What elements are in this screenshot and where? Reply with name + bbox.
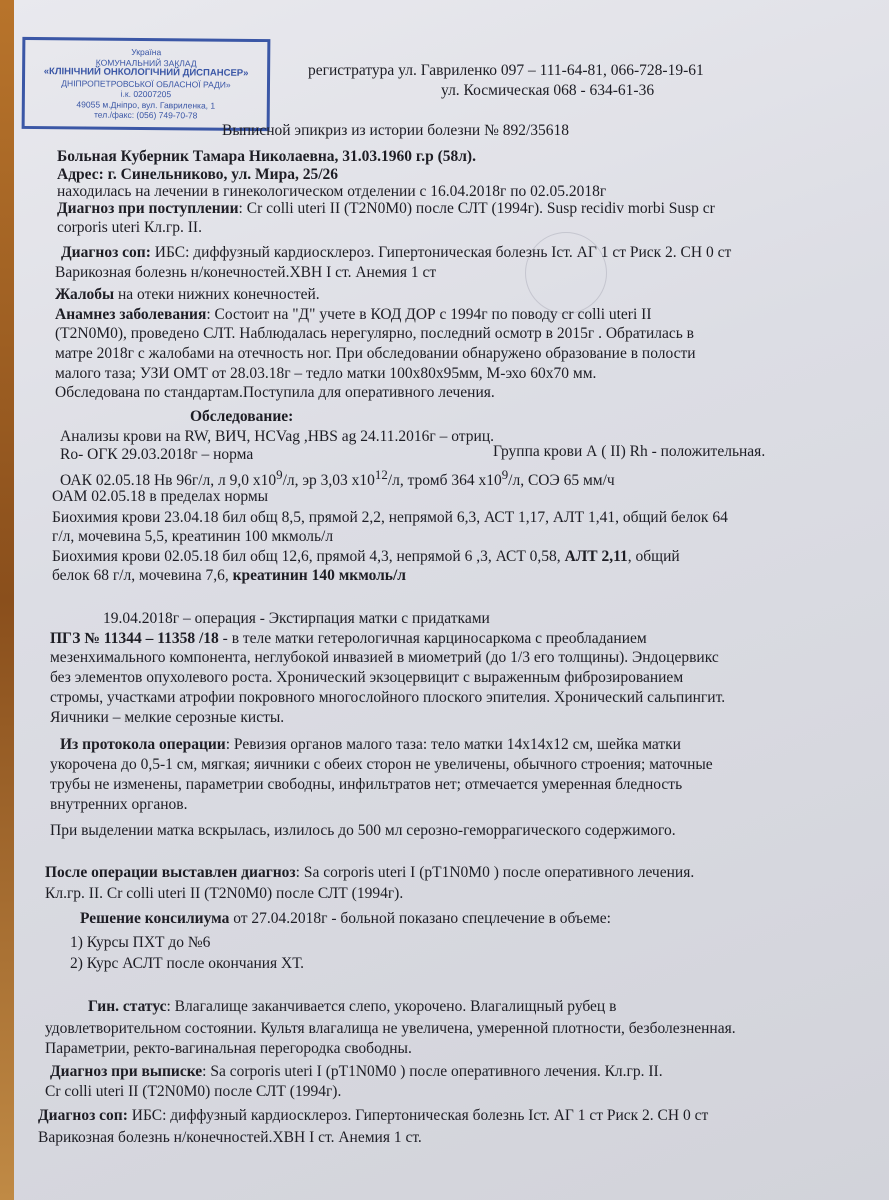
address-value: г. Синельниково, ул. Мира, 25/26 bbox=[103, 166, 339, 183]
postop-label: После операции выставлен диагноз bbox=[45, 864, 296, 881]
concomitant-text-2: ИБС: диффузный кардиосклероз. Гипертоническая болезнь Iст. АГ 1 ст Риск 2. СН 0 ст bbox=[127, 1107, 709, 1124]
admission-diagnosis-label: Диагноз при поступлении bbox=[57, 200, 239, 217]
histology-line: стромы, участками атрофии покровного многослойного плоского эпителия. Хронический сальпингит. bbox=[50, 689, 726, 706]
page-edge-background bbox=[0, 0, 14, 1200]
gyn-label: Гин. статус bbox=[88, 998, 167, 1015]
blood-group: Группа крови А ( II) Rh - положительная. bbox=[493, 443, 766, 460]
oak-line bbox=[60, 466, 615, 490]
oak-text: /л, тромб 364 х10 bbox=[387, 472, 502, 490]
concomitant-text: ИБС: диффузный кардиосклероз. Гипертоническая болезнь Iст. АГ 1 ст Риск 2. СН 0 ст bbox=[150, 244, 732, 261]
protocol-line bbox=[60, 736, 681, 754]
anamnesis-text: : Состоит на "Д" учете в КОД ДОР с 1994г по поводу cr colli uteri II bbox=[206, 306, 652, 323]
admission-diagnosis-text: : Cr colli uteri II (T2N0M0) после СЛТ (1994г). Susp recidiv morbi Susp cr bbox=[238, 200, 715, 217]
gyn-status-cont: удовлетворительном состоянии. Культя влагалища не увеличена, умеренной плотности, безболезненная. bbox=[45, 1020, 736, 1037]
exponent: 9 bbox=[501, 467, 509, 482]
registry-line-2: ул. Космическая 068 - 634-61-36 bbox=[441, 82, 655, 99]
stay-line: находилась на лечении в гинекологическом отделении с 16.04.2018г по 02.05.2018г bbox=[57, 183, 607, 200]
discharge-diagnosis bbox=[50, 1063, 663, 1081]
gyn-status bbox=[88, 998, 616, 1016]
address-label: Адрес: bbox=[57, 166, 104, 183]
anamnesis-line: матре 2018г с жалобами на отечность ног. При обследовании обнаружено образование в полости bbox=[55, 345, 696, 362]
concomitant-diagnosis-2-cont: Варикозная болезнь н/конечностей.ХВН I ст. Анемия 1 ст. bbox=[38, 1129, 422, 1146]
concomitant-label: Диагноз соп: bbox=[61, 244, 151, 261]
council-line bbox=[80, 910, 611, 928]
anamnesis-line: (T2N0M0), проведено СЛТ. Наблюдалась нерегулярно, последний осмотр в 2015г . Обратилась в bbox=[55, 325, 694, 342]
patient-line bbox=[57, 148, 476, 166]
stamp-line: і.к. 02007205 bbox=[120, 88, 172, 100]
creatinine-value: креатинин 140 мкмоль/л bbox=[232, 567, 407, 584]
histology-text: - в теле матки гетерологичная карциносаркома с преобладанием bbox=[218, 630, 647, 647]
histology-line: мезенхимального компонента, неглубокой инвазией в миометрий (до 1/3 его толщины). Эндоцервикс bbox=[50, 649, 719, 666]
discharge-diagnosis-cont: Cr colli uteri II (T2N0M0) после СЛТ (1994г). bbox=[45, 1083, 342, 1100]
protocol-line: При выделении матка вскрылась, излилось до 500 мл серозно-геморрагического содержимого. bbox=[50, 822, 676, 839]
protocol-label: Из протокола операции bbox=[60, 736, 226, 753]
institution-stamp bbox=[22, 37, 271, 131]
stamp-line: тел./факс: (056) 749-70-78 bbox=[93, 109, 198, 121]
stamp-line: Україна bbox=[131, 46, 162, 58]
concomitant-diagnosis bbox=[61, 244, 731, 262]
council-item: 1) Курсы ПХТ до №6 bbox=[70, 934, 211, 951]
oak-text: /л, СОЭ 65 мм/ч bbox=[508, 472, 615, 490]
complaints-label: Жалобы bbox=[55, 286, 115, 303]
oak-text: /л, эр 3,03 х10 bbox=[282, 472, 375, 490]
complaints-text: на отеки нижних конечностей. bbox=[114, 286, 320, 303]
stamp-line: «КЛІНІЧНИЙ ОНКОЛОГІЧНИЙ ДИСПАНСЕР» bbox=[43, 66, 249, 79]
oak-text: ОАК 02.05.18 Нв 96г/л, л 9,0 х10 bbox=[60, 472, 277, 490]
histology-label: ПГЗ № 11344 – 11358 /18 bbox=[50, 630, 219, 647]
discharge-text: : Sa corporis uteri I (pT1N0M0 ) после оперативного лечения. Кл.гр. II. bbox=[202, 1063, 663, 1080]
exam-line: Ro- ОГК 29.03.2018г – норма bbox=[60, 446, 254, 463]
stamp-line: 49055 м.Дніпро, вул. Гавриленка, 1 bbox=[76, 98, 216, 111]
exam-line: Анализы крови на RW, ВИЧ, HCVag ,HBS ag 24.11.2016г – отриц. bbox=[60, 428, 494, 445]
address-line bbox=[57, 166, 338, 184]
exponent: 9 bbox=[276, 467, 283, 482]
protocol-text: : Ревизия органов малого таза: тело матки 14х14х12 см, шейка матки bbox=[225, 736, 681, 753]
concomitant-diagnosis-cont: Варикозная болезнь н/конечностей.ХВН I ст. Анемия 1 ст bbox=[55, 264, 437, 281]
anamnesis-line bbox=[55, 306, 651, 324]
postop-diagnosis-cont: Кл.гр. II. Cr colli uteri II (T2N0M0) после СЛТ (1994г). bbox=[45, 885, 404, 902]
stamp-line: ДНІПРОПЕТРОВСЬКОЇ ОБЛАСНОЇ РАДИ» bbox=[61, 77, 231, 90]
gyn-status-cont: Параметрии, ректо-вагинальная перегородка свободны. bbox=[45, 1040, 412, 1057]
council-label: Решение консилиума bbox=[80, 910, 230, 927]
biochem-line-2 bbox=[52, 548, 680, 566]
complaints-line bbox=[55, 286, 320, 304]
admission-diagnosis bbox=[57, 200, 715, 218]
histology-line: Яичники – мелкие серозные кисты. bbox=[50, 709, 285, 726]
anamnesis-line: малого таза; УЗИ ОМТ от 28.03.18г – тедло матки 100х80х95мм, М-эхо 60х70 мм. bbox=[55, 365, 597, 382]
biochem-line: Биохимия крови 23.04.18 бил общ 8,5, прямой 2,2, непрямой 6,3, АСТ 1,17, АЛТ 1,41, общий белок 64 bbox=[52, 509, 728, 526]
council-text: от 27.04.2018г - больной показано спецлечение в объеме: bbox=[229, 910, 611, 927]
admission-diagnosis-cont: corporis uteri Кл.гр. II. bbox=[57, 219, 202, 236]
anamnesis-label: Анамнез заболевания bbox=[55, 306, 207, 323]
document-title: Выписной эпикриз из истории болезни № 892/35618 bbox=[222, 122, 570, 139]
gyn-text: : Влагалище заканчивается слепо, укорочено. Влагалищный рубец в bbox=[166, 998, 617, 1015]
anamnesis-line: Обследована по стандартам.Поступила для оперативного лечения. bbox=[55, 384, 495, 401]
concomitant-label-2: Диагноз соп: bbox=[38, 1107, 128, 1124]
histology-line: без элементов опухолевого роста. Хронический экзоцервицит с выраженным фиброзированием bbox=[50, 669, 684, 686]
discharge-label: Диагноз при выписке bbox=[50, 1063, 203, 1080]
biochem-text: Биохимия крови 02.05.18 бил общ 12,6, прямой 4,3, непрямой 6 ,3, АСТ 0,58, bbox=[52, 548, 561, 565]
exponent: 12 bbox=[374, 467, 388, 482]
patient-name: Куберник Тамара Николаевна, 31.03.1960 г.р (58л). bbox=[116, 148, 476, 165]
postop-text: : Sa corporis uteri I (pT1N0M0 ) после оперативного лечения. bbox=[295, 864, 695, 881]
concomitant-diagnosis-2 bbox=[38, 1107, 708, 1125]
oam-line: ОАМ 02.05.18 в пределах нормы bbox=[52, 488, 269, 505]
stamp-line: КОМУНАЛЬНИЙ ЗАКЛАД bbox=[95, 57, 197, 68]
postop-diagnosis bbox=[45, 864, 694, 882]
council-item: 2) Курс АСЛТ после окончания ХТ. bbox=[70, 955, 305, 972]
biochem-line-2 bbox=[52, 567, 406, 585]
histology-line bbox=[50, 630, 647, 648]
operation-line: 19.04.2018г – операция - Экстирпация матки с придатками bbox=[103, 610, 490, 627]
exam-heading: Обследование: bbox=[190, 408, 294, 425]
patient-label: Больная bbox=[57, 148, 117, 165]
alt-value: АЛТ 2,11 bbox=[564, 548, 628, 565]
biochem-text: белок 68 г/л, мочевина 7,6, bbox=[52, 567, 229, 584]
registry-line-1: регистратура ул. Гавриленко 097 – 111-64-81, 066-728-19-61 bbox=[308, 62, 704, 79]
protocol-line: укорочена до 0,5-1 см, мягкая; яичники с обеих сторон не увеличены, обычного строения; маточные bbox=[50, 756, 713, 773]
biochem-line: г/л, мочевина 5,5, креатинин 100 мкмоль/л bbox=[52, 528, 334, 545]
biochem-text: , общий bbox=[627, 548, 680, 565]
protocol-line: трубы не изменены, параметрии свободны, инфильтратов нет; отмечается умеренная бледность bbox=[50, 776, 683, 793]
protocol-line: внутренних органов. bbox=[50, 796, 188, 813]
